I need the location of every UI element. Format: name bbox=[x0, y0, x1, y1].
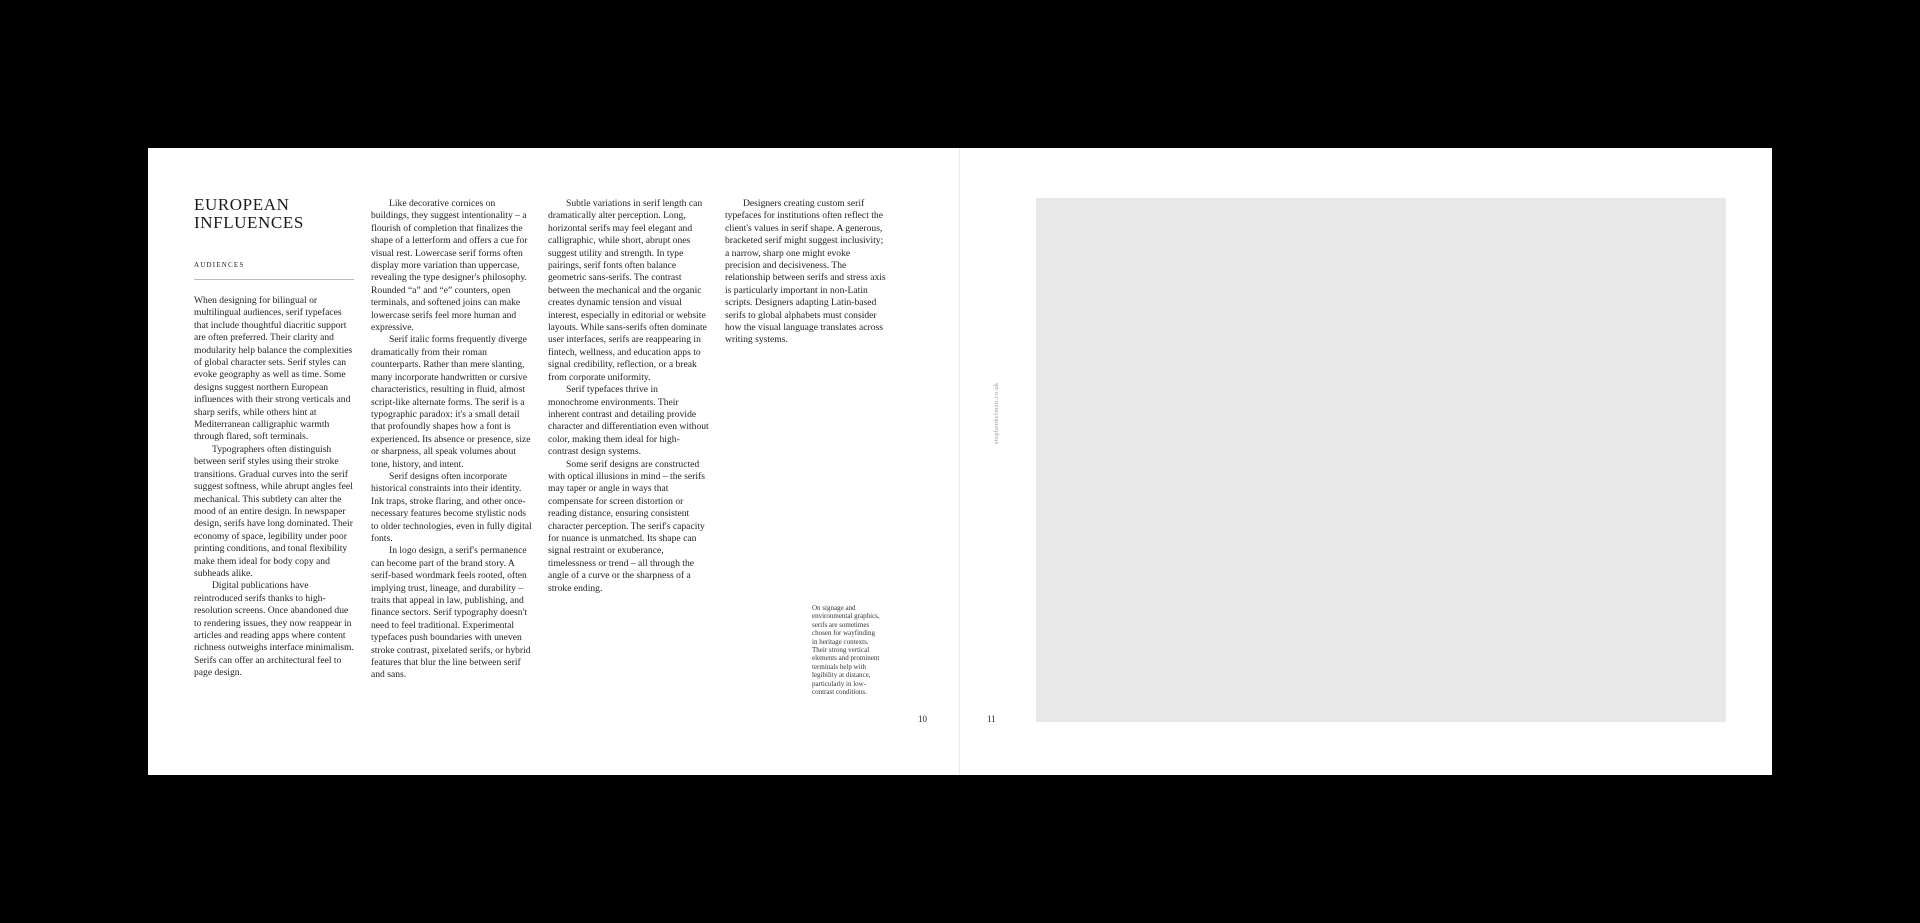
text-column-3 bbox=[548, 198, 710, 595]
paragraph: Serif italic forms frequently diverge dramatically from their roman counterparts. Rather than mere slanting, many incorporate handwritten or cursive characteristics, resulting in fluid, almost script-like alternate forms. The serif is a typographic paradox: it's a small detail that profoundly shapes how a font is experienced. Its absence or presence, size or sharpness, all speak volumes about tone, history, and intent. bbox=[371, 334, 531, 470]
book-spread bbox=[148, 148, 1772, 775]
left-page bbox=[148, 148, 960, 775]
vertical-url-text: stephenkelman.co.uk bbox=[993, 382, 1000, 444]
subhead-rule bbox=[194, 279, 354, 280]
text-column-1 bbox=[194, 295, 356, 680]
page-title: EUROPEAN INFLUENCES bbox=[194, 195, 304, 232]
paragraph: Digital publications have reintroduced serifs thanks to high-resolution screens. Once abandoned due to rendering issues, they now reappear in articles and reading apps where content richness outweighs interface minimalism. Serifs can offer an architectural feel to page design. bbox=[194, 580, 354, 679]
paragraph: Designers creating custom serif typefaces for institutions often reflect the client's values in serif shape. A generous, bracketed serif might suggest inclusivity; a narrow, sharp one might evoke precision and decisiveness. The relationship between serifs and stress axis is particularly important in non-Latin scripts. Designers adapting Latin-based serifs to global alphabets must consider how the visual language translates across writing systems. bbox=[725, 198, 886, 346]
page-number: 11 bbox=[987, 714, 996, 724]
page-number: 10 bbox=[918, 714, 927, 724]
image-placeholder bbox=[1036, 198, 1726, 722]
paragraph: Subtle variations in serif length can dramatically alter perception. Long, horizontal serifs may feel elegant and calligraphic, while short, abrupt ones suggest utility and strength. In type pairings, serif fonts often balance geometric sans-serifs. The contrast between the mechanical and the organic creates dynamic tension and visual interest, especially in editorial or website layouts. While sans-serifs often dominate user interfaces, serifs are reappearing in fintech, wellness, and education apps to signal credibility, reflection, or a break from corporate uniformity. bbox=[548, 198, 707, 383]
sidebar-caption: On signage and environmental graphics, serifs are sometimes chosen for wayfinding in heritage contexts. Their strong vertical elements and prominent terminals help with legibility at distance, particularly in low-contrast conditions. bbox=[812, 604, 880, 697]
paragraph: Like decorative cornices on buildings, they suggest intentionality – a flourish of completion that finalizes the shape of a letterform and offers a cue for visual rest. Lowercase serif forms often display more variation than uppercase, revealing the type designer's philosophy. Rounded “a” and “e” counters, open terminals, and softened joins can make lowercase serifs feel more human and expressive. bbox=[371, 198, 528, 334]
paragraph: Serif designs often incorporate historical constraints into their identity. Ink traps, stroke flaring, and other once-necessary features become stylistic nods to older technologies, even in fully digital fonts. bbox=[371, 470, 532, 544]
section-subhead: AUDIENCES bbox=[194, 261, 245, 269]
text-column-4 bbox=[725, 198, 887, 347]
paragraph: Serif typefaces thrive in monochrome environments. Their inherent contrast and detailing provide character and differentiation even without color, making them ideal for high-contrast design systems. bbox=[548, 384, 709, 458]
paragraph: In logo design, a serif's permanence can become part of the brand story. A serif-based wordmark feels rooted, often implying trust, lineage, and durability – traits that appeal in law, publishing, and finance sectors. Serif typography doesn't need to feel traditional. Experimental typefaces push boundaries with uneven stroke contrast, pixelated serifs, or hybrid features that blur the line between serif and sans. bbox=[371, 545, 531, 681]
paragraph: Some serif designs are constructed with optical illusions in mind – the serifs may taper or angle in ways that compensate for screen distortion or reading distance, ensuring consistent character perception. The serif's capacity for nuance is unmatched. Its shape can signal restraint or exuberance, timelessness or trend – all through the angle of a curve or the sharpness of a stroke ending. bbox=[548, 458, 705, 594]
paragraph: When designing for bilingual or multilingual audiences, serif typefaces that include thoughtful diacritic support are often preferred. Their clarity and modularity help balance the complexities of global character sets. Serif styles can evoke geography as well as time. Some designs suggest northern European influences with their strong verticals and sharp serifs, while others hint at Mediterranean calligraphic warmth through flared, soft terminals. bbox=[194, 295, 353, 443]
text-column-2 bbox=[371, 198, 533, 682]
paragraph: Typographers often distinguish between serif styles using their stroke transitions. Gradual curves into the serif suggest softness, while abrupt angles feel mechanical. This subtlety can alter the mood of an entire design. In newspaper design, serifs have long dominated. Their economy of space, legibility under poor printing conditions, and tonal flexibility make them ideal for body copy and subheads alike. bbox=[194, 443, 353, 579]
right-page bbox=[960, 148, 1772, 775]
